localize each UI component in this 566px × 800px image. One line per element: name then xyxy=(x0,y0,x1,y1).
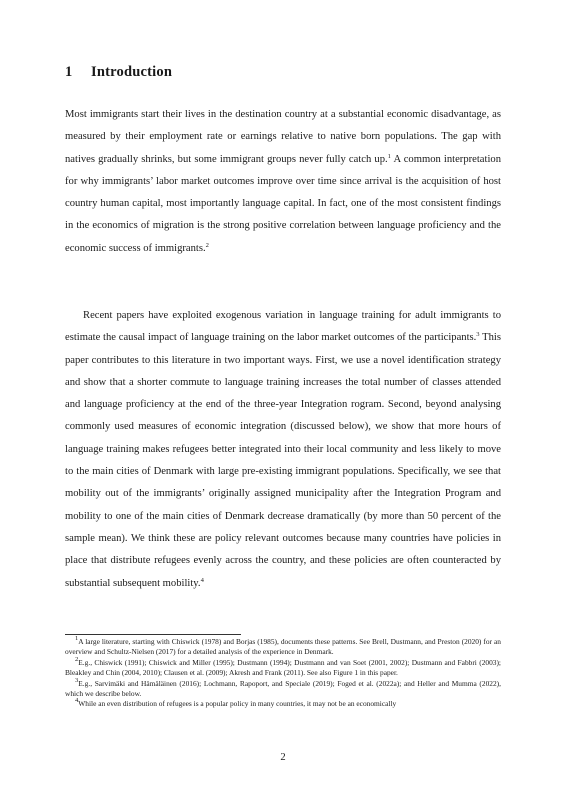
footnote-text: While an even distribution of refugees is a popular policy in many countries, it may not be an economically xyxy=(78,699,397,709)
footnote-text: E.g., Chiswick (1991); Chiswick and Miller (1995); Dustmann (1994); Dustmann and van Soet (2001, 2002); Dustmann and Fabbri (2003); Bleakley and Chin (2004, 2010); Clausen et al. (2009); Akresh and Frank (2011). See also Figure 1 in this paper. xyxy=(65,657,501,678)
footnote-divider xyxy=(65,634,241,635)
footnote-text: E.g., Sarvimäki and Hämäläinen (2016); Lochmann, Rapoport, and Speciale (2019); Foged et al. (2022a); and Heller and Mumma (2022), which we describe below. xyxy=(65,678,501,699)
section-number: 1 xyxy=(65,64,73,80)
footnote-text: A large literature, starting with Chiswick (1978) and Borjas (1985), documents these patterns. See Brell, Dustmann, and Preston (2020) for an overview and Schultz-Nielsen (2017) for a detailed analysis of the experience in Denmark. xyxy=(65,637,501,657)
footnote-3 xyxy=(65,676,501,700)
footnote-2 xyxy=(65,655,501,679)
paragraph-1-text-a: Most immigrants start their lives in the destination country at a substantial economic disadvantage, as measured by their employment rate or earnings relative to native born populations. The gap with natives gradually shrinks, but some immigrant groups never fully catch up. xyxy=(65,109,501,165)
paragraph-1 xyxy=(65,104,501,260)
section-title: Introduction xyxy=(91,64,173,80)
footnote-mark: 1 xyxy=(75,635,79,642)
footnote-ref-3[interactable]: 3 xyxy=(476,331,480,339)
footnote-4 xyxy=(65,699,501,709)
footnote-mark: 2 xyxy=(75,655,79,663)
page-number: 2 xyxy=(280,752,286,763)
footnote-mark: 3 xyxy=(75,676,79,684)
paragraph-1-text-b: A common interpretation for why immigrants’ labor market outcomes improve over time since arrival is the acquisition of host country human capital, most importantly language capital. In fact, one of the most consistent findings in the economics of migration is the strong positive correlation between language proficiency and the economic success of immigrants. xyxy=(65,153,501,254)
paragraph-2-text-a: Recent papers have exploited exogenous variation in language training for adult immigrants to estimate the causal impact of language training on the labor market outcomes of the participants. xyxy=(65,310,501,344)
paragraph-2 xyxy=(65,305,501,595)
footnote-ref-2[interactable]: 2 xyxy=(205,241,209,249)
footnote-1 xyxy=(65,637,501,658)
footnotes xyxy=(65,637,501,710)
paragraph-2-text-b: This paper contributes to this literature in two important ways. First, we use a novel identification strategy and show that a shorter commute to language training increases the total number of classes attended and language proficiency at the end of the three-year Integration rogram. Second, beyond analysing commonly used measures of economic integration (discussed below), we show that more hours of language training makes refugees better integrated into their local community and less likely to move to the main cities of Denmark with large pre-existing immigrant populations. Specifically, we see that mobility out of the immigrants’ originally assigned municipality after the Integration Program and mobility to one of the main cities of Denmark decrease dramatically (by more than 50 percent of the sample mean). We think these are policy relevant outcomes because many countries have policies in place that distribute refugees evenly across the country, and these policies are often counteracted by substantial subsequent mobility. xyxy=(65,332,501,589)
footnote-ref-4[interactable]: 4 xyxy=(200,576,204,584)
footnote-ref-1[interactable]: 1 xyxy=(387,152,391,160)
footnote-mark: 4 xyxy=(75,697,79,705)
section-heading xyxy=(65,64,172,81)
